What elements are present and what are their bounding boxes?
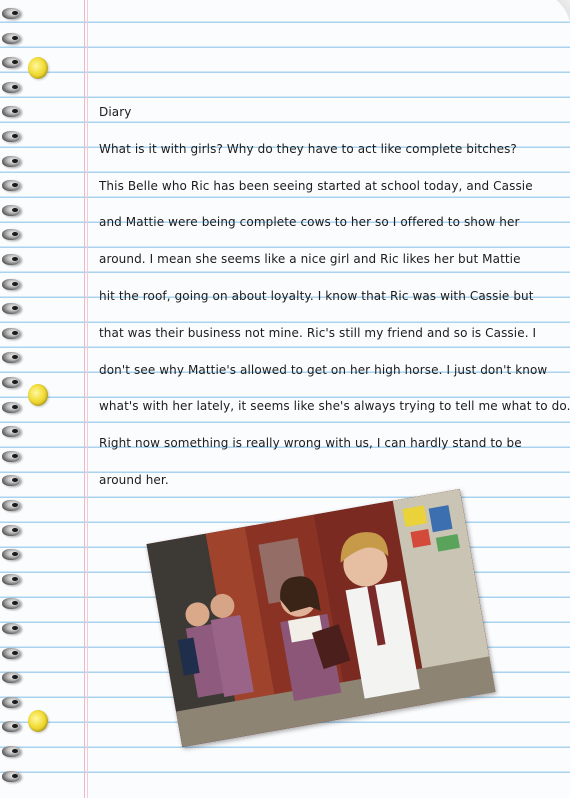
- spiral-coil: [2, 697, 20, 708]
- binder-hole-bottom: [28, 710, 48, 732]
- margin-line-inner: [87, 0, 88, 798]
- spiral-coil: [2, 229, 20, 240]
- spiral-coil: [2, 598, 20, 609]
- page-curl: [531, 0, 570, 37]
- diary-entry: [99, 97, 569, 502]
- diary-line: This Belle who Ric has been seeing started at school today, and Cassie: [99, 178, 533, 193]
- spiral-coil: [2, 254, 20, 265]
- diary-line: hit the roof, going on about loyalty. I know that Ric was with Cassie but: [99, 288, 534, 303]
- spiral-coil: [2, 156, 20, 167]
- spiral-coil: [2, 33, 20, 44]
- spiral-coil: [2, 525, 20, 536]
- spiral-coil: [2, 771, 20, 782]
- diary-line: Right now something is really wrong with us, I can hardly stand to be: [99, 436, 522, 451]
- spiral-coil: [2, 574, 20, 585]
- binder-hole-middle: [28, 384, 48, 406]
- spiral-coil: [2, 8, 20, 19]
- spiral-coil: [2, 303, 20, 314]
- spiral-coil: [2, 180, 20, 191]
- spiral-coil: [2, 131, 20, 142]
- spiral-coil: [2, 746, 20, 757]
- spiral-binding: [0, 0, 24, 798]
- margin-line: [84, 0, 85, 798]
- spiral-coil: [2, 205, 20, 216]
- school-photo-illustration: [147, 489, 496, 747]
- spiral-coil: [2, 451, 20, 462]
- diary-heading: Diary: [99, 105, 132, 119]
- spiral-coil: [2, 672, 20, 683]
- diary-line: what's with her lately, it seems like she's always trying to tell me what to do.: [99, 399, 570, 414]
- spiral-coil: [2, 57, 20, 68]
- spiral-coil: [2, 721, 20, 732]
- spiral-coil: [2, 106, 20, 117]
- spiral-coil: [2, 648, 20, 659]
- diary-line: around her.: [99, 472, 169, 487]
- diary-line: don't see why Mattie's allowed to get on her high horse. I just don't know: [99, 362, 548, 377]
- spiral-coil: [2, 279, 20, 290]
- spiral-coil: [2, 328, 20, 339]
- diary-line: and Mattie were being complete cows to her so I offered to show her: [99, 215, 520, 230]
- diary-line: around. I mean she seems like a nice girl and Ric likes her but Mattie: [99, 252, 521, 267]
- spiral-coil: [2, 402, 20, 413]
- spiral-coil: [2, 623, 20, 634]
- diary-line: that was their business not mine. Ric's still my friend and so is Cassie. I: [99, 325, 537, 340]
- spiral-coil: [2, 377, 20, 388]
- binder-hole-top: [28, 57, 48, 79]
- spiral-coil: [2, 82, 20, 93]
- spiral-coil: [2, 549, 20, 560]
- spiral-coil: [2, 475, 20, 486]
- diary-line: What is it with girls? Why do they have to act like complete bitches?: [99, 141, 517, 156]
- spiral-coil: [2, 426, 20, 437]
- spiral-coil: [2, 500, 20, 511]
- spiral-coil: [2, 352, 20, 363]
- school-photo: [147, 489, 496, 747]
